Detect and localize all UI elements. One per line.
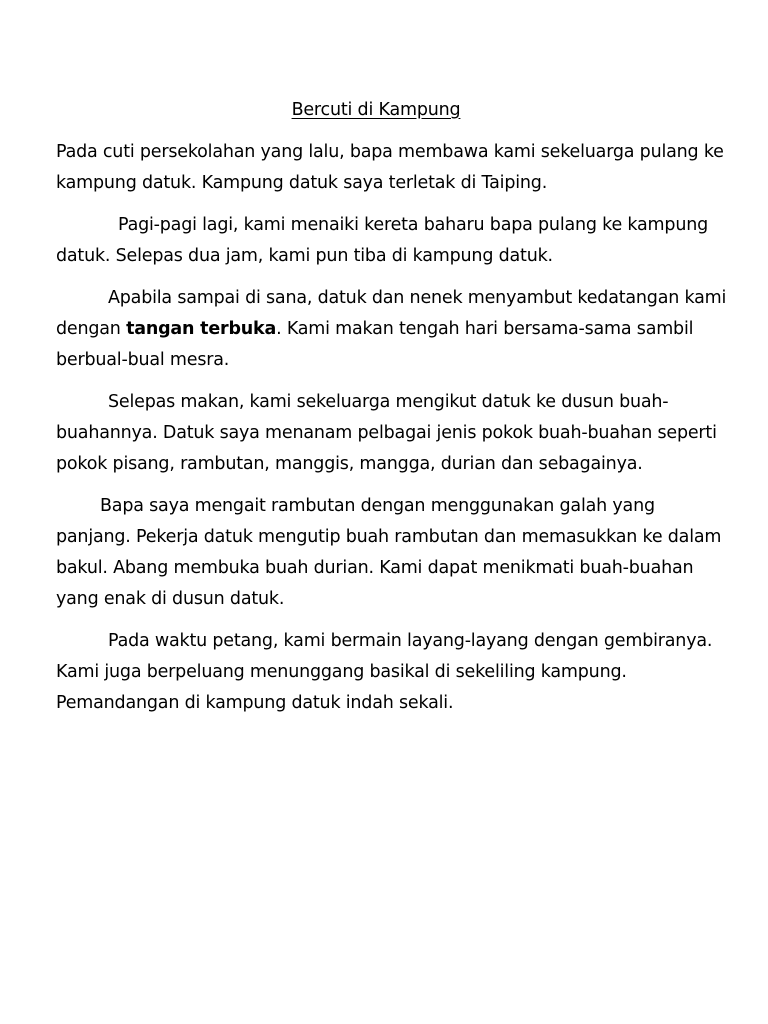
paragraph-3-text-after: . Kami makan tengah hari bersama-sama sambil berbual-bual mesra. [56, 319, 694, 370]
paragraph-6: Pada waktu petang, kami bermain layang-layang dengan gembiranya. Kami juga berpeluang menunggang basikal di sekeliling kampung. Pemandangan di kampung datuk indah sekali. [56, 631, 713, 713]
paragraph-4: Selepas makan, kami sekeluarga mengikut datuk ke dusun buah-buahannya. Datuk saya menanam pelbagai jenis pokok buah-buahan seperti pokok pisang, rambutan, manggis, mangga, durian dan sebagainya. [56, 392, 717, 474]
document-title: Bercuti di Kampung [291, 100, 461, 120]
paragraph-2: Pagi-pagi lagi, kami menaiki kereta baharu bapa pulang ke kampung datuk. Selepas dua jam, kami pun tiba di kampung datuk. [56, 215, 709, 266]
paragraph-1: Pada cuti persekolahan yang lalu, bapa membawa kami sekeluarga pulang ke kampung datuk. Kampung datuk saya terletak di Taiping. [56, 142, 724, 193]
document-body [56, 137, 728, 730]
paragraph-3 [56, 283, 728, 376]
bold-phrase: tangan terbuka [126, 319, 277, 339]
paragraph-5: Bapa saya mengait rambutan dengan menggunakan galah yang panjang. Pekerja datuk mengutip buah rambutan dan memasukkan ke dalam bakul. Abang membuka buah durian. Kami dapat menikmati buah-buahan yang enak di dusun datuk. [56, 496, 722, 609]
paragraph-3-text-before: Apabila sampai di sana, datuk dan nenek menyambut kedatangan kami dengan [56, 288, 727, 339]
